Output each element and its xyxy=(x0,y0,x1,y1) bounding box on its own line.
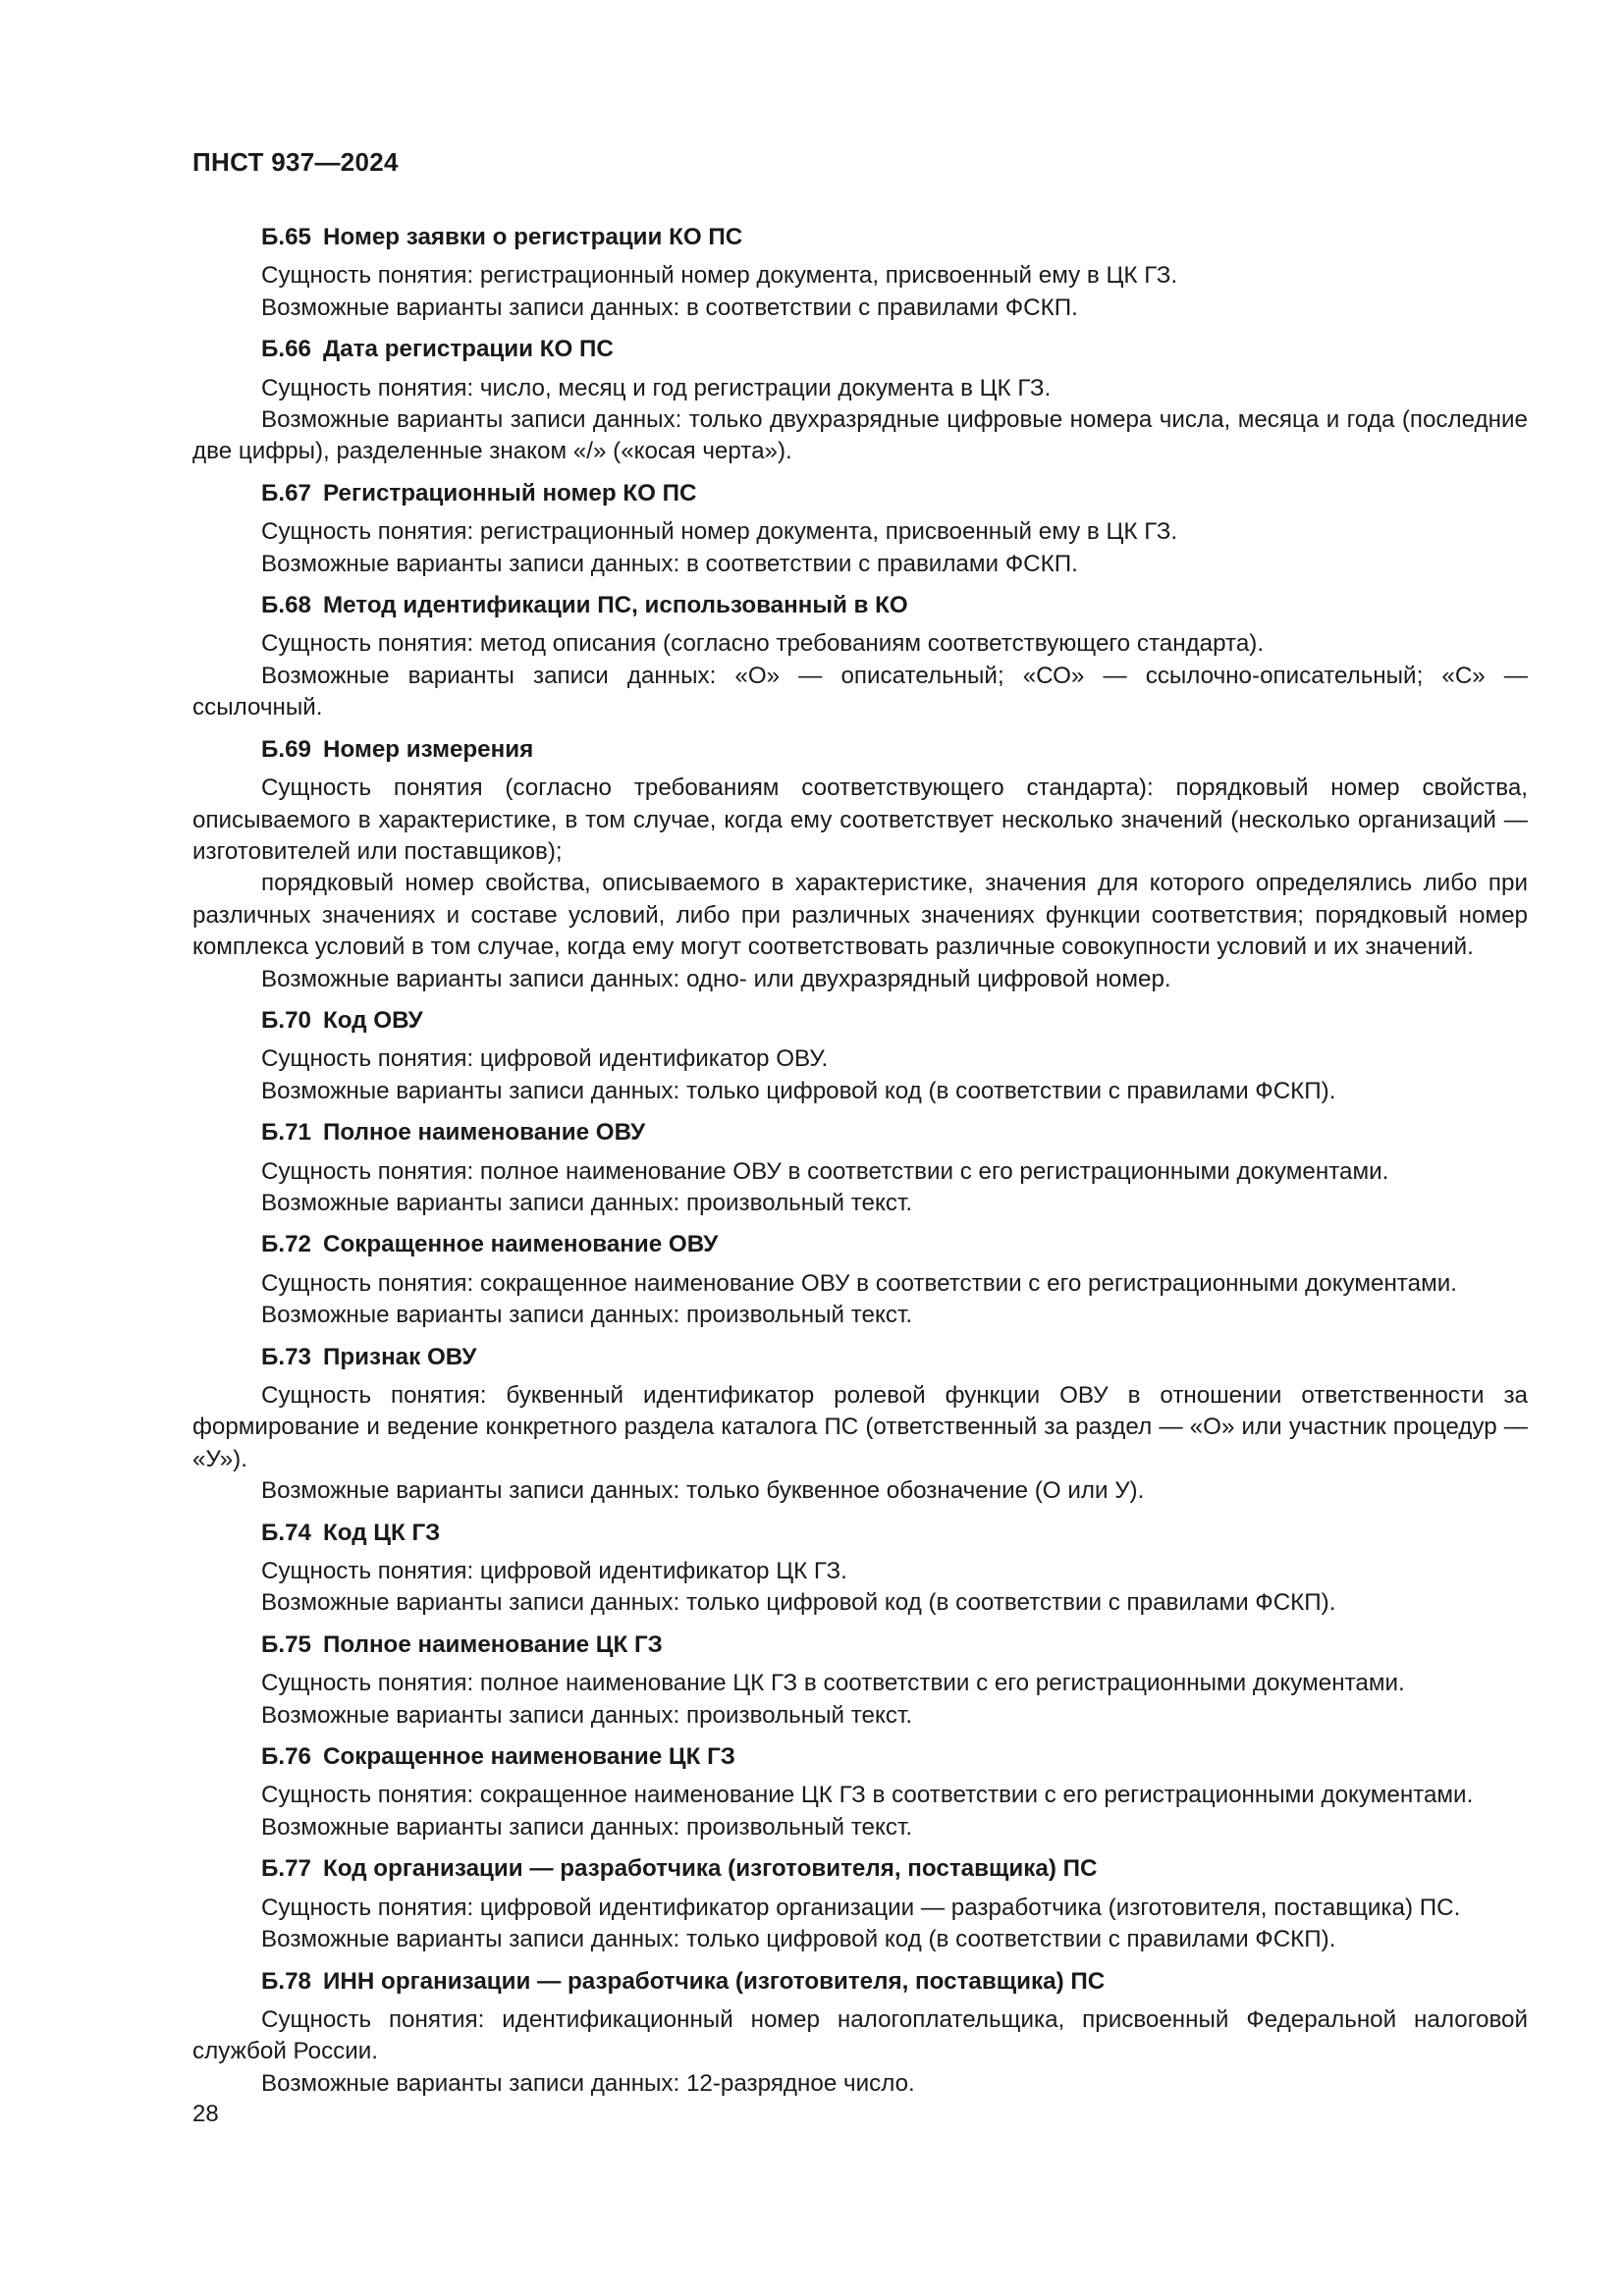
section-paragraph: Сущность понятия: метод описания (согласно требованиям соответствующего стандарта). xyxy=(261,630,1265,658)
section-paragraph: Сущность понятия: цифровой идентификатор ЦК ГЗ. xyxy=(261,1558,847,1585)
document-code-header: ПНСТ 937—2024 xyxy=(192,147,399,177)
section-heading xyxy=(192,1342,1528,1373)
definition-section xyxy=(192,334,1528,468)
section-paragraph: Возможные варианты записи данных: только цифровой код (в соответствии с правилами ФСКП). xyxy=(261,1926,1336,1953)
definition-section xyxy=(192,1853,1528,1955)
section-title: Номер измерения xyxy=(323,735,534,763)
section-paragraph: Сущность понятия: сокращенное наименование ОВУ в соответствии с его регистрационными документами. xyxy=(261,1269,1457,1297)
section-heading xyxy=(192,1966,1528,1998)
section-number: Б.72 xyxy=(261,1231,312,1258)
section-paragraph: Возможные варианты записи данных: произвольный текст. xyxy=(261,1302,913,1329)
definition-section xyxy=(192,734,1528,995)
section-paragraph: Возможные варианты записи данных: произвольный текст. xyxy=(261,1813,913,1841)
page-number: 28 xyxy=(192,2101,219,2127)
section-number: Б.74 xyxy=(261,1519,312,1546)
section-paragraph: порядковый номер свойства, описываемого в характеристике, значения для которого определялись либо при различных значениях и составе условий, либо при различных значениях функции соответствия; порядковый номер комплекса условий в том случае, когда ему могут соответствовать различные совокупности условий и их значений. xyxy=(192,870,1528,961)
section-heading xyxy=(192,1629,1528,1661)
section-heading xyxy=(192,1117,1528,1148)
section-paragraph: Возможные варианты записи данных: только буквенное обозначение (О или У). xyxy=(261,1477,1145,1505)
section-paragraph: Сущность понятия: сокращенное наименование ЦК ГЗ в соответствии с его регистрационными документами. xyxy=(261,1782,1474,1809)
section-title: Код ЦК ГЗ xyxy=(323,1519,441,1546)
section-paragraph: Возможные варианты записи данных: только двухразрядные цифровые номера числа, месяца и года (последние две цифры), разделенные знаком «/» («косая черта»). xyxy=(192,406,1528,465)
section-paragraph: Сущность понятия: полное наименование ОВУ в соответствии с его регистрационными документами. xyxy=(261,1157,1389,1185)
definition-section xyxy=(192,478,1528,580)
section-paragraph: Сущность понятия: число, месяц и год регистрации документа в ЦК ГЗ. xyxy=(261,374,1052,401)
section-title: Дата регистрации КО ПС xyxy=(323,336,614,363)
section-paragraph: Возможные варианты записи данных: в соответствии с правилами ФСКП. xyxy=(261,550,1078,577)
section-number: Б.75 xyxy=(261,1630,312,1658)
section-number: Б.65 xyxy=(261,224,312,250)
section-number: Б.67 xyxy=(261,479,312,507)
section-paragraph: Сущность понятия (согласно требованиям соответствующего стандарта): порядковый номер свойства, описываемого в характеристике, в том случае, когда ему соответствует несколько значений (несколько организаций — изготовителей или поставщиков); xyxy=(192,774,1528,865)
section-paragraph: Сущность понятия: цифровой идентификатор ОВУ. xyxy=(261,1045,829,1073)
section-number: Б.77 xyxy=(261,1855,312,1883)
section-number: Б.70 xyxy=(261,1006,312,1034)
section-heading xyxy=(192,1518,1528,1549)
section-paragraph: Возможные варианты записи данных: в соответствии с правилами ФСКП. xyxy=(261,294,1078,321)
definition-section xyxy=(192,222,1528,324)
definition-section xyxy=(192,1629,1528,1732)
section-title: Сокращенное наименование ОВУ xyxy=(323,1231,719,1258)
section-paragraph: Возможные варианты записи данных: произвольный текст. xyxy=(261,1701,913,1729)
section-title: Код организации — разработчика (изготовителя, поставщика) ПС xyxy=(323,1855,1098,1883)
section-heading xyxy=(192,1005,1528,1037)
definition-section xyxy=(192,1518,1528,1620)
section-title: Полное наименование ЦК ГЗ xyxy=(323,1630,663,1658)
section-number: Б.69 xyxy=(261,735,312,763)
definition-section xyxy=(192,1117,1528,1219)
section-paragraph: Возможные варианты записи данных: одно- или двухразрядный цифровой номер. xyxy=(261,965,1171,992)
definition-section xyxy=(192,1005,1528,1107)
definition-section xyxy=(192,1229,1528,1331)
section-title: ИНН организации — разработчика (изготовителя, поставщика) ПС xyxy=(323,1967,1106,1995)
section-number: Б.73 xyxy=(261,1343,312,1370)
section-paragraph: Сущность понятия: цифровой идентификатор организации — разработчика (изготовителя, поставщика) ПС. xyxy=(261,1894,1461,1921)
section-number: Б.76 xyxy=(261,1743,312,1771)
section-number: Б.66 xyxy=(261,336,312,363)
document-body xyxy=(192,222,1528,2109)
section-paragraph: Возможные варианты записи данных: только цифровой код (в соответствии с правилами ФСКП). xyxy=(261,1077,1336,1104)
section-paragraph: Возможные варианты записи данных: только цифровой код (в соответствии с правилами ФСКП). xyxy=(261,1589,1336,1617)
section-number: Б.68 xyxy=(261,592,312,619)
section-paragraph: Сущность понятия: регистрационный номер документа, присвоенный ему в ЦК ГЗ. xyxy=(261,262,1178,290)
definition-section xyxy=(192,590,1528,724)
section-paragraph: Возможные варианты записи данных: 12-разрядное число. xyxy=(261,2069,915,2097)
section-number: Б.71 xyxy=(261,1119,312,1147)
definition-section xyxy=(192,1342,1528,1508)
section-paragraph: Возможные варианты записи данных: «О» — описательный; «СО» — ссылочно-описательный; «С» — ссылочный. xyxy=(192,662,1528,721)
section-heading xyxy=(192,478,1528,509)
section-title: Сокращенное наименование ЦК ГЗ xyxy=(323,1743,735,1771)
definition-section xyxy=(192,1966,1528,2101)
section-paragraph: Сущность понятия: идентификационный номер налогоплательщика, присвоенный Федеральной налоговой службой России. xyxy=(192,2005,1528,2065)
section-paragraph: Возможные варианты записи данных: произвольный текст. xyxy=(261,1189,913,1216)
section-title: Номер заявки о регистрации КО ПС xyxy=(323,224,743,250)
section-heading xyxy=(192,222,1528,253)
section-paragraph: Сущность понятия: полное наименование ЦК ГЗ в соответствии с его регистрационными документами. xyxy=(261,1670,1405,1697)
section-heading xyxy=(192,1741,1528,1773)
section-title: Код ОВУ xyxy=(323,1006,423,1034)
section-heading xyxy=(192,734,1528,766)
section-paragraph: Сущность понятия: буквенный идентификатор ролевой функции ОВУ в отношении ответственности за формирование и ведение конкретного раздела каталога ПС (ответственный за раздел — «О» или участник процедур — «У»). xyxy=(192,1382,1528,1472)
section-heading xyxy=(192,590,1528,621)
section-heading xyxy=(192,1853,1528,1885)
section-title: Признак ОВУ xyxy=(323,1343,477,1370)
definition-section xyxy=(192,1741,1528,1843)
section-title: Регистрационный номер КО ПС xyxy=(323,479,697,507)
section-paragraph: Сущность понятия: регистрационный номер документа, присвоенный ему в ЦК ГЗ. xyxy=(261,518,1178,546)
section-heading xyxy=(192,1229,1528,1260)
section-heading xyxy=(192,334,1528,365)
section-number: Б.78 xyxy=(261,1967,312,1995)
section-title: Полное наименование ОВУ xyxy=(323,1119,646,1147)
section-title: Метод идентификации ПС, использованный в КО xyxy=(323,592,908,619)
